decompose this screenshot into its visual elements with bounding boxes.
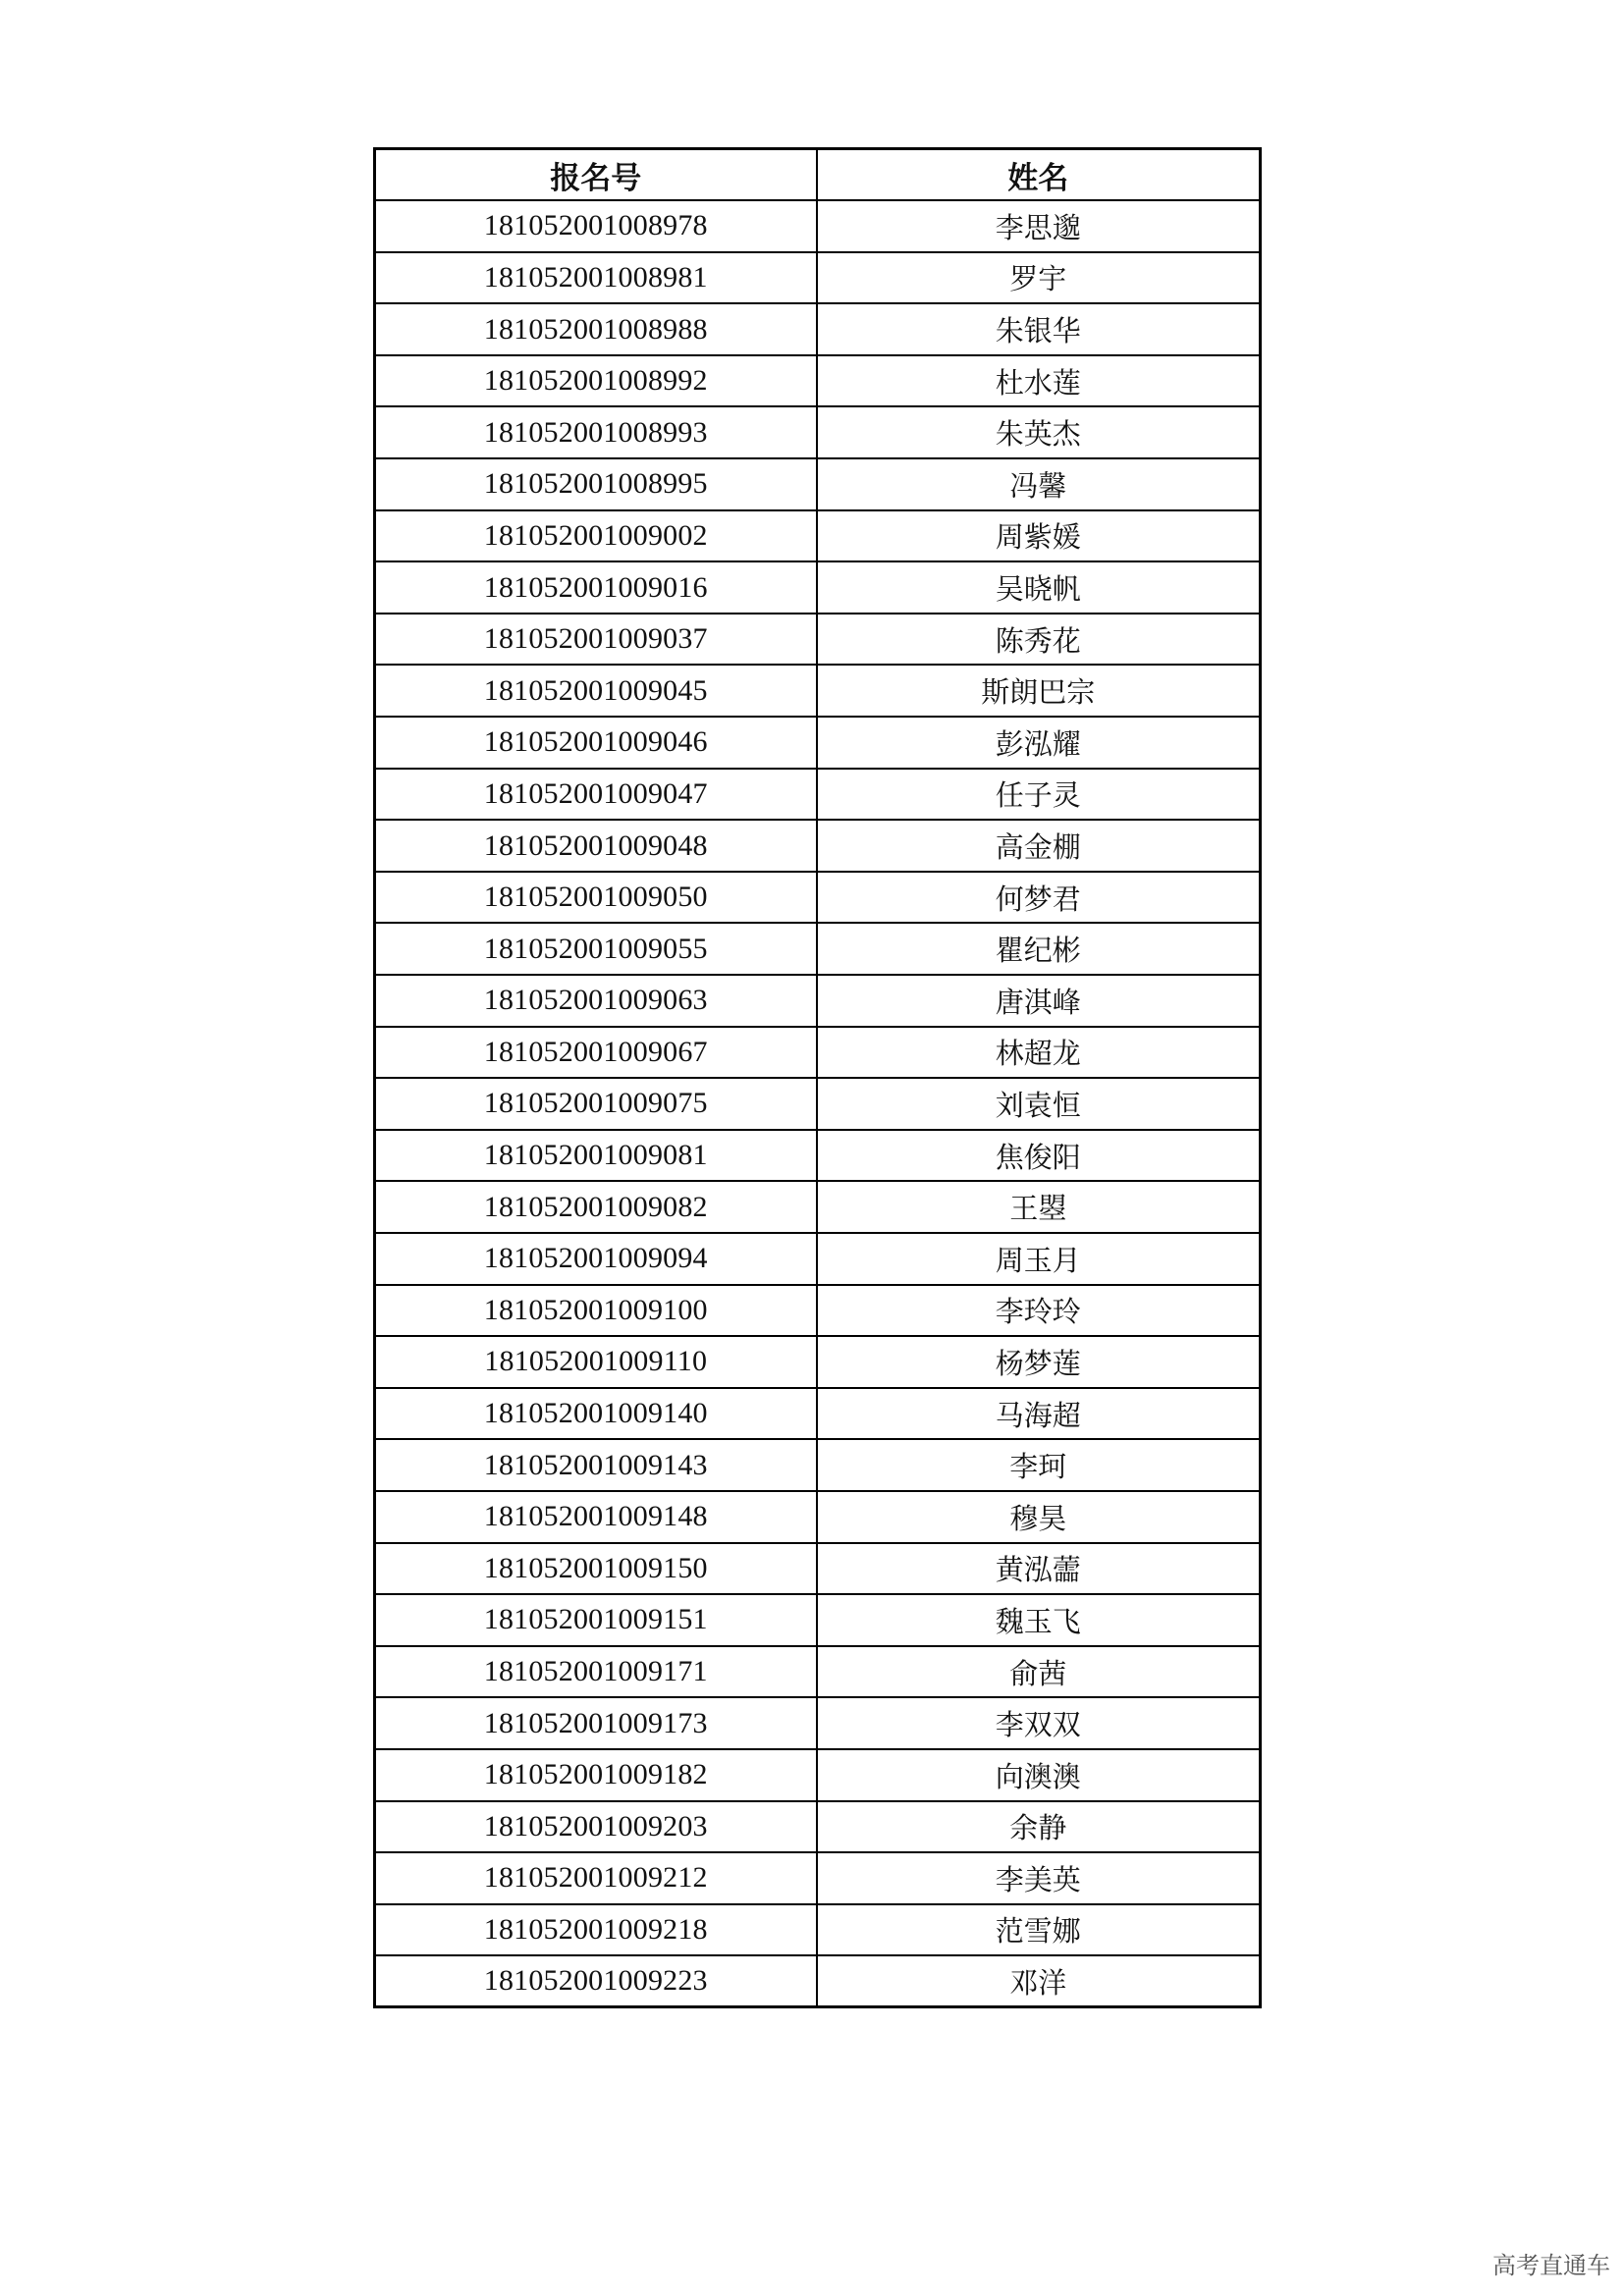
registration-number-cell: 181052001009048 bbox=[375, 820, 817, 872]
table-row bbox=[375, 1130, 1261, 1182]
header-registration-number: 报名号 bbox=[375, 149, 817, 201]
registration-number-cell: 181052001008995 bbox=[375, 458, 817, 510]
registration-number-cell: 181052001008988 bbox=[375, 303, 817, 355]
registration-number-cell: 181052001008993 bbox=[375, 406, 817, 458]
registration-number-cell: 181052001009046 bbox=[375, 717, 817, 769]
table-row bbox=[375, 1697, 1261, 1749]
table-row bbox=[375, 355, 1261, 407]
table-row bbox=[375, 458, 1261, 510]
table-row bbox=[375, 717, 1261, 769]
table-row bbox=[375, 923, 1261, 975]
table-row bbox=[375, 614, 1261, 666]
registration-number-cell: 181052001009047 bbox=[375, 769, 817, 821]
table-row bbox=[375, 1027, 1261, 1079]
name-cell: 邓洋 bbox=[817, 1955, 1261, 2007]
table-row bbox=[375, 561, 1261, 614]
name-cell: 焦俊阳 bbox=[817, 1130, 1261, 1182]
registration-number-cell: 181052001009143 bbox=[375, 1439, 817, 1491]
table-row bbox=[375, 1852, 1261, 1904]
name-cell: 何梦君 bbox=[817, 872, 1261, 924]
name-cell: 吴晓帆 bbox=[817, 561, 1261, 614]
table-row bbox=[375, 1233, 1261, 1285]
table-row bbox=[375, 303, 1261, 355]
table-row bbox=[375, 1801, 1261, 1853]
registration-number-cell: 181052001009151 bbox=[375, 1594, 817, 1646]
registration-number-cell: 181052001009037 bbox=[375, 614, 817, 666]
table-row bbox=[375, 252, 1261, 304]
name-cell: 罗宇 bbox=[817, 252, 1261, 304]
name-cell: 向澳澳 bbox=[817, 1749, 1261, 1801]
name-cell: 余静 bbox=[817, 1801, 1261, 1853]
table-row bbox=[375, 1078, 1261, 1130]
table-row bbox=[375, 1388, 1261, 1440]
registration-number-cell: 181052001009055 bbox=[375, 923, 817, 975]
header-name: 姓名 bbox=[817, 149, 1261, 201]
registration-number-cell: 181052001009016 bbox=[375, 561, 817, 614]
registration-number-cell: 181052001009182 bbox=[375, 1749, 817, 1801]
registration-number-cell: 181052001008981 bbox=[375, 252, 817, 304]
registration-number-cell: 181052001009100 bbox=[375, 1285, 817, 1337]
registration-number-cell: 181052001009148 bbox=[375, 1491, 817, 1543]
table-row bbox=[375, 1955, 1261, 2007]
registration-number-cell: 181052001009045 bbox=[375, 665, 817, 717]
registration-number-cell: 181052001009067 bbox=[375, 1027, 817, 1079]
table-row bbox=[375, 872, 1261, 924]
name-cell: 彭泓耀 bbox=[817, 717, 1261, 769]
name-cell: 任子灵 bbox=[817, 769, 1261, 821]
name-cell: 冯馨 bbox=[817, 458, 1261, 510]
registration-number-cell: 181052001009223 bbox=[375, 1955, 817, 2007]
registration-number-cell: 181052001009002 bbox=[375, 510, 817, 562]
name-cell: 李珂 bbox=[817, 1439, 1261, 1491]
name-cell: 穆昊 bbox=[817, 1491, 1261, 1543]
table-row bbox=[375, 1904, 1261, 1956]
watermark-text: 高考直通车 bbox=[1492, 2252, 1610, 2279]
name-cell: 黄泓蘦 bbox=[817, 1543, 1261, 1595]
name-cell: 李玲玲 bbox=[817, 1285, 1261, 1337]
name-cell: 朱英杰 bbox=[817, 406, 1261, 458]
table-row bbox=[375, 665, 1261, 717]
table-row bbox=[375, 1439, 1261, 1491]
name-cell: 杜水莲 bbox=[817, 355, 1261, 407]
name-cell: 李双双 bbox=[817, 1697, 1261, 1749]
name-cell: 俞茜 bbox=[817, 1646, 1261, 1698]
name-cell: 唐淇峰 bbox=[817, 975, 1261, 1027]
registration-number-cell: 181052001009094 bbox=[375, 1233, 817, 1285]
name-cell: 杨梦莲 bbox=[817, 1336, 1261, 1388]
name-cell: 周紫媛 bbox=[817, 510, 1261, 562]
registration-number-cell: 181052001009203 bbox=[375, 1801, 817, 1853]
table-row bbox=[375, 1543, 1261, 1595]
name-cell: 范雪娜 bbox=[817, 1904, 1261, 1956]
registration-number-cell: 181052001009063 bbox=[375, 975, 817, 1027]
table-row bbox=[375, 1181, 1261, 1233]
registration-number-cell: 181052001009075 bbox=[375, 1078, 817, 1130]
name-cell: 陈秀花 bbox=[817, 614, 1261, 666]
table-row bbox=[375, 769, 1261, 821]
admission-list-table bbox=[373, 147, 1262, 2008]
table-row bbox=[375, 1336, 1261, 1388]
table-row bbox=[375, 975, 1261, 1027]
registration-number-cell: 181052001008992 bbox=[375, 355, 817, 407]
name-cell: 高金棚 bbox=[817, 820, 1261, 872]
table-row bbox=[375, 1285, 1261, 1337]
table-row bbox=[375, 1594, 1261, 1646]
registration-number-cell: 181052001009050 bbox=[375, 872, 817, 924]
registration-number-cell: 181052001009110 bbox=[375, 1336, 817, 1388]
registration-number-cell: 181052001009171 bbox=[375, 1646, 817, 1698]
table-row bbox=[375, 200, 1261, 252]
name-cell: 林超龙 bbox=[817, 1027, 1261, 1079]
table-header-row bbox=[375, 149, 1261, 201]
name-cell: 朱银华 bbox=[817, 303, 1261, 355]
registration-number-cell: 181052001009173 bbox=[375, 1697, 817, 1749]
table-row bbox=[375, 406, 1261, 458]
registration-number-cell: 181052001009082 bbox=[375, 1181, 817, 1233]
registration-number-cell: 181052001009140 bbox=[375, 1388, 817, 1440]
registration-number-cell: 181052001009212 bbox=[375, 1852, 817, 1904]
name-cell: 李思邈 bbox=[817, 200, 1261, 252]
registration-number-cell: 181052001009150 bbox=[375, 1543, 817, 1595]
table-row bbox=[375, 820, 1261, 872]
registration-number-cell: 181052001008978 bbox=[375, 200, 817, 252]
name-cell: 魏玉飞 bbox=[817, 1594, 1261, 1646]
name-cell: 周玉月 bbox=[817, 1233, 1261, 1285]
table-row bbox=[375, 1646, 1261, 1698]
name-cell: 斯朗巴宗 bbox=[817, 665, 1261, 717]
table-row bbox=[375, 510, 1261, 562]
name-cell: 瞿纪彬 bbox=[817, 923, 1261, 975]
name-cell: 李美英 bbox=[817, 1852, 1261, 1904]
name-cell: 王曌 bbox=[817, 1181, 1261, 1233]
table-row bbox=[375, 1749, 1261, 1801]
table-body bbox=[375, 200, 1261, 2007]
table-row bbox=[375, 1491, 1261, 1543]
registration-number-cell: 181052001009218 bbox=[375, 1904, 817, 1956]
name-cell: 刘袁恒 bbox=[817, 1078, 1261, 1130]
registration-number-cell: 181052001009081 bbox=[375, 1130, 817, 1182]
name-cell: 马海超 bbox=[817, 1388, 1261, 1440]
